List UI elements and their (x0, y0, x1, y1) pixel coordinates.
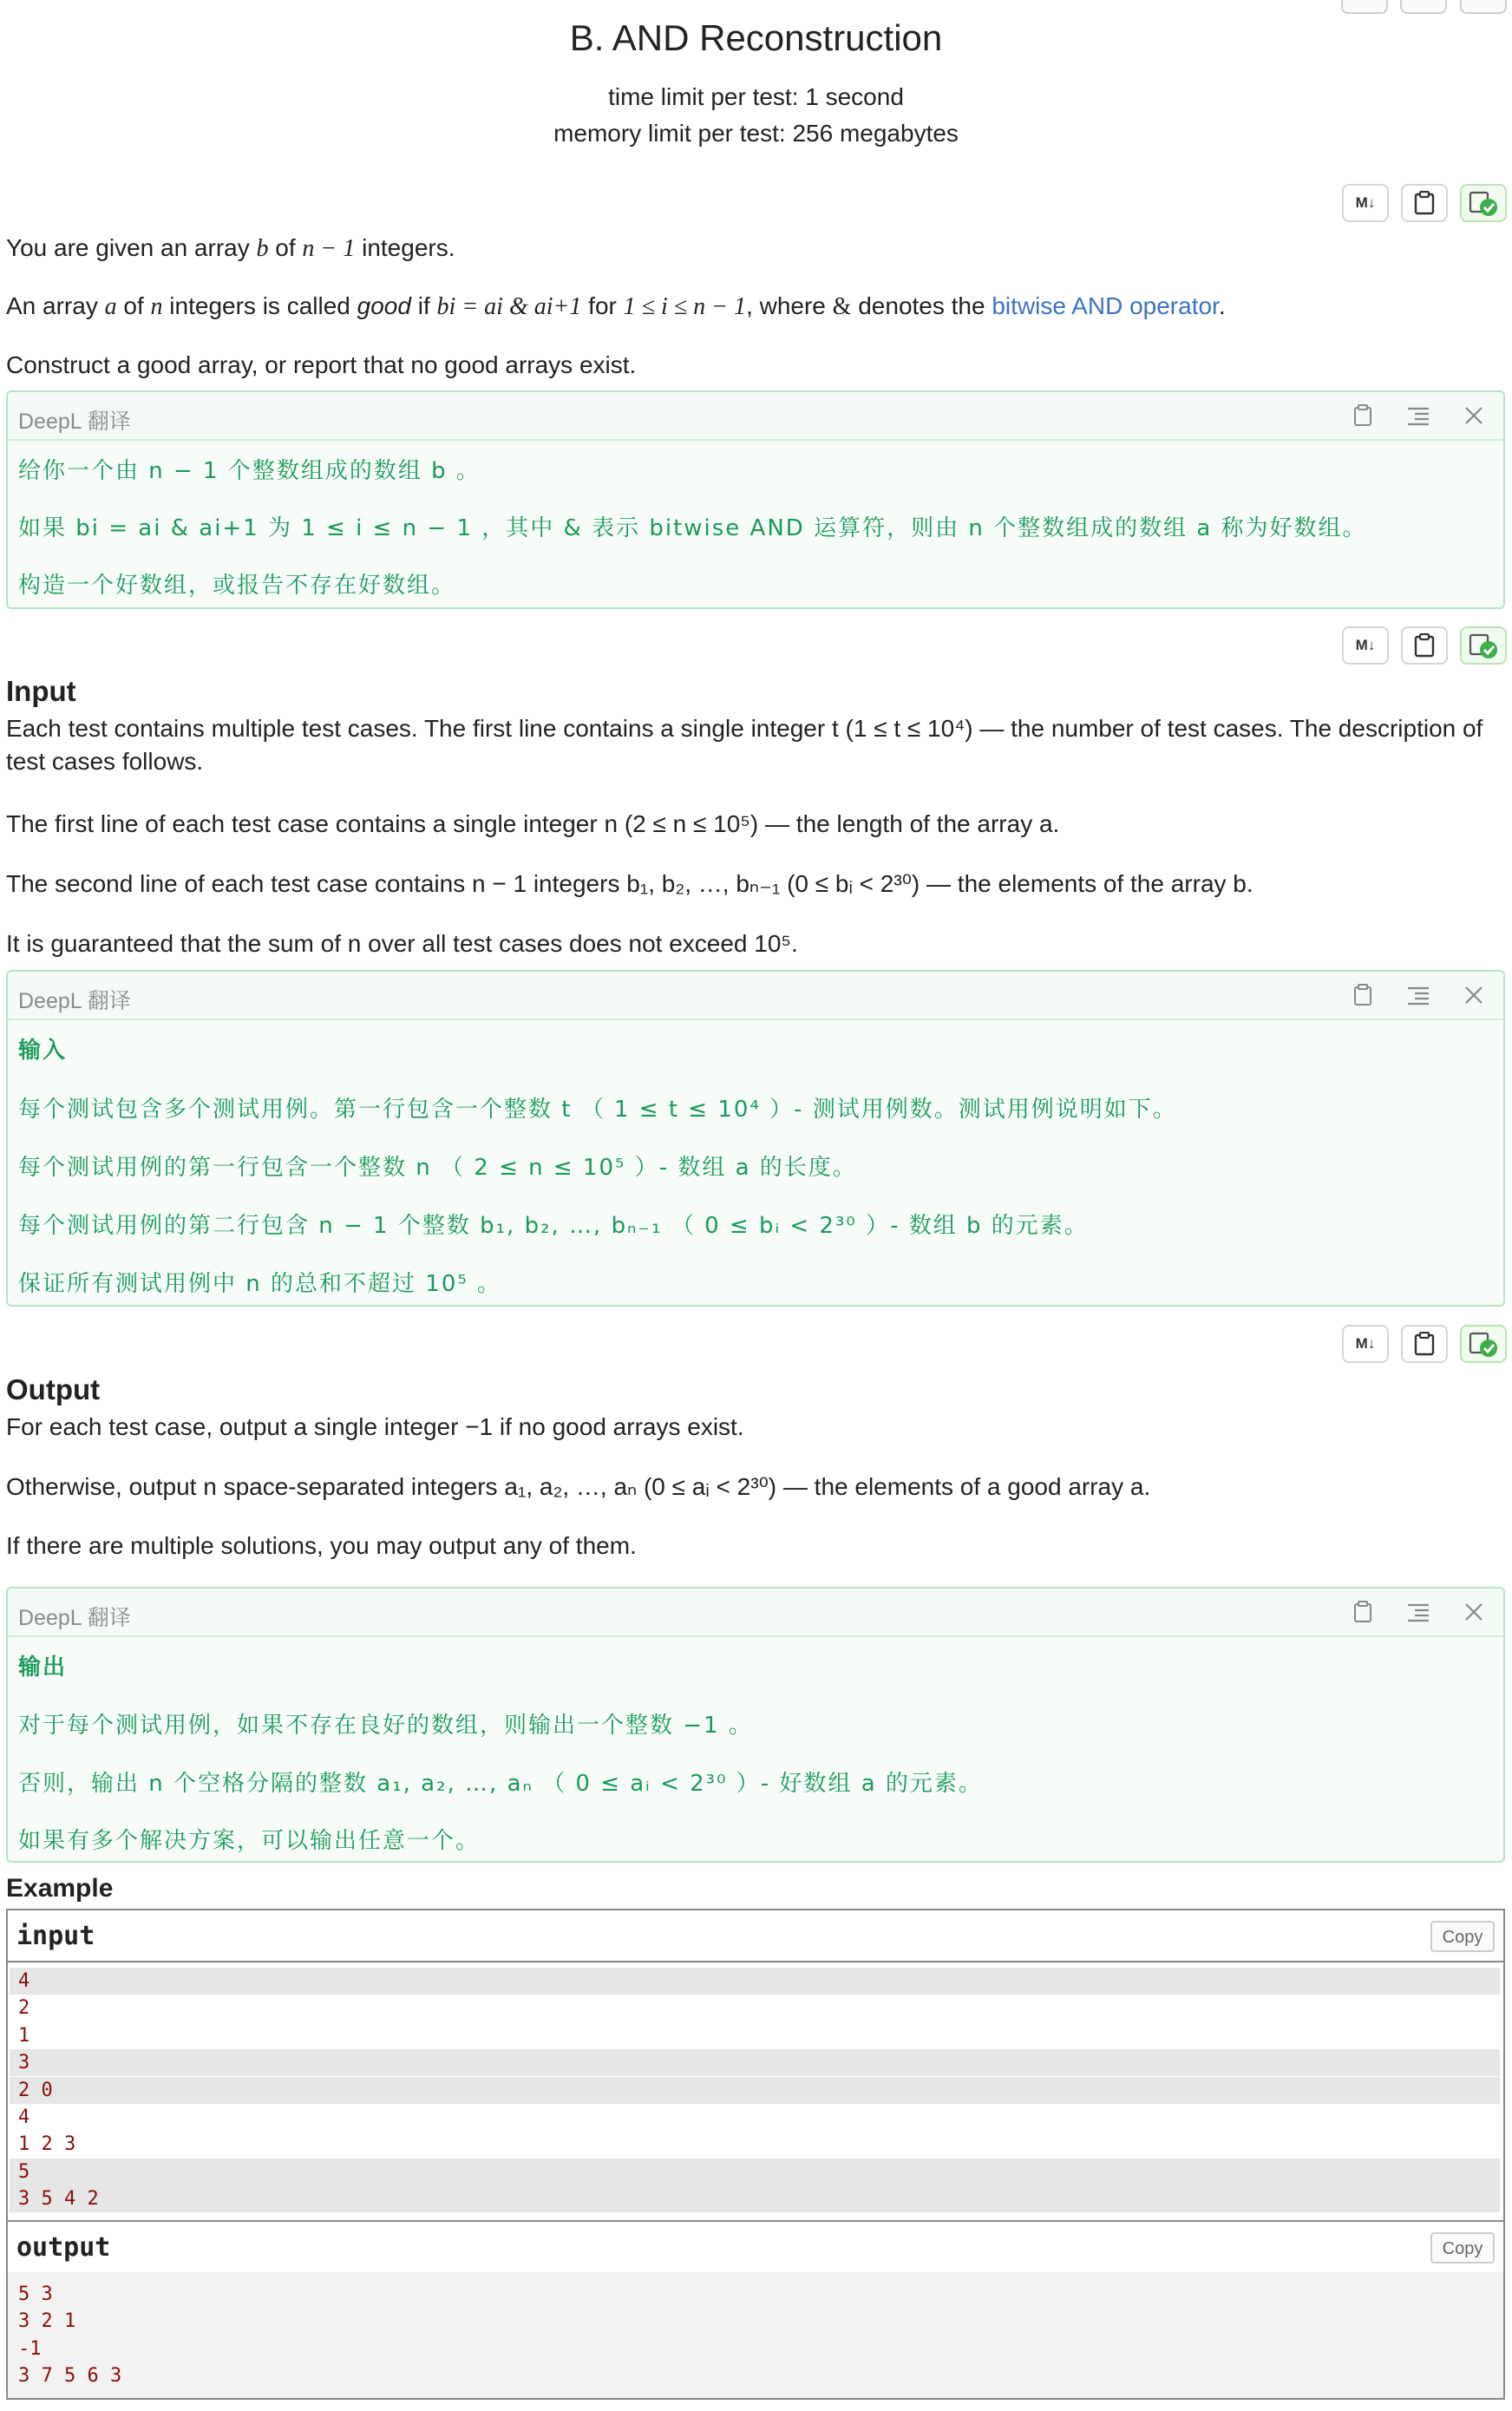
deepl-header (8, 972, 1503, 1020)
close-icon[interactable] (1458, 401, 1489, 430)
time-limit: time limit per test: 1 second (608, 83, 904, 110)
output-code-line: 5 3 (18, 2283, 53, 2305)
deepl-translation-panel (6, 970, 1505, 1307)
deepl-header (8, 392, 1503, 441)
input-code-line: 1 (18, 2024, 30, 2047)
deepl-heading: 输出 (18, 1654, 68, 1680)
input-label: input (16, 1921, 95, 1951)
text: if (410, 292, 437, 319)
deepl-line: 否则，输出 n 个空格分隔的整数 a₁, a₂, …, aₙ （ 0 ≤ aᵢ < 2³⁰ ）- 好数组 a 的元素。 (18, 1771, 983, 1797)
markdown-button[interactable] (1342, 626, 1389, 665)
text: integers is called (162, 292, 357, 319)
input-code-line: 4 (18, 2106, 30, 2128)
math: n (150, 293, 163, 320)
deepl-line: 构造一个好数组，或报告不存在好数组。 (18, 573, 456, 599)
input-code-line: 1 2 3 (18, 2133, 76, 2156)
clipboard-icon (1414, 633, 1435, 658)
output-paragraph-2: Otherwise, output n space-separated integers a₁, a₂, …, aₙ (0 ≤ aᵢ < 2³⁰) — the elements of a good array a. (6, 1473, 1151, 1500)
text: for (581, 292, 624, 319)
clipboard-icon[interactable] (1347, 980, 1378, 1010)
input-code-line: 2 (18, 1997, 30, 2020)
statement-paragraph-2 (6, 290, 1226, 324)
example-input-box (6, 1909, 1505, 2222)
markdown-icon: M↓ (1355, 637, 1376, 653)
markdown-icon: M↓ (1355, 1335, 1376, 1352)
deepl-label: DeepL 翻译 (18, 989, 131, 1013)
emphasis: good (357, 292, 411, 319)
memory-limit: memory limit per test: 256 megabytes (553, 120, 959, 147)
output-code-line: -1 (18, 2337, 42, 2360)
copy-statement-button[interactable] (1401, 184, 1448, 222)
text: An array (6, 292, 105, 319)
example-title: Example (6, 1874, 114, 1903)
markdown-button[interactable] (1342, 1325, 1389, 1363)
deepl-line: 如果有多个解决方案，可以输出任意一个。 (18, 1828, 481, 1854)
close-icon[interactable] (1458, 1597, 1489, 1627)
bitwise-and-link[interactable]: bitwise AND operator (992, 292, 1219, 319)
copy-statement-button[interactable] (1401, 1325, 1448, 1363)
clipboard-icon (1414, 191, 1435, 215)
output-label: output (16, 2232, 111, 2263)
example-input-header (8, 1910, 1503, 1962)
list-icon[interactable] (1403, 980, 1434, 1010)
output-paragraph-3: If there are multiple solutions, you may output any of them. (6, 1532, 637, 1559)
copy-input-button[interactable]: Copy (1430, 1921, 1495, 1952)
list-icon[interactable] (1403, 401, 1434, 430)
text: of (116, 292, 151, 319)
copy-output-button[interactable]: Copy (1430, 2232, 1495, 2264)
math: b (256, 235, 269, 262)
top-toolbar-button-stub[interactable] (1341, 0, 1388, 14)
list-icon[interactable] (1403, 1597, 1434, 1627)
math: n − 1 (302, 235, 356, 262)
input-code-line: 3 (10, 2049, 1500, 2076)
top-toolbar-button-stub[interactable] (1400, 0, 1447, 14)
math: 1 ≤ i ≤ n − 1 (623, 293, 747, 320)
input-code-line: 4 (10, 1968, 1500, 1995)
top-toolbar-button-stub[interactable] (1460, 0, 1507, 14)
deepl-translation-panel (6, 1587, 1505, 1863)
text: integers. (355, 234, 455, 261)
output-code-line: 3 7 5 6 3 (18, 2365, 122, 2388)
copy-statement-button[interactable] (1401, 626, 1448, 665)
math: a (104, 293, 117, 320)
text: denotes the (851, 292, 992, 319)
deepl-line: 对于每个测试用例，如果不存在良好的数组，则输出一个整数 −1 。 (18, 1713, 753, 1739)
deepl-line: 保证所有测试用例中 n 的总和不超过 10⁵ 。 (18, 1271, 502, 1297)
translate-button[interactable] (1460, 184, 1507, 222)
output-toolbar (1342, 1325, 1507, 1363)
text: You are given an array (6, 234, 257, 261)
output-paragraph-1: For each test case, output a single integer −1 if no good arrays exist. (6, 1413, 744, 1440)
deepl-line: 给你一个由 n − 1 个整数组成的数组 b 。 (18, 458, 481, 484)
deepl-line: 每个测试包含多个测试用例。第一行包含一个整数 t （ 1 ≤ t ≤ 10⁴ ）- 测试用例数。测试用例说明如下。 (18, 1097, 1177, 1123)
statement-toolbar (1342, 184, 1507, 222)
input-toolbar (1342, 626, 1507, 665)
markdown-icon: M↓ (1355, 194, 1376, 211)
output-section-title: Output (6, 1373, 101, 1405)
deepl-label: DeepL 翻译 (18, 1606, 131, 1630)
deepl-label: DeepL 翻译 (18, 409, 131, 434)
deepl-line: 每个测试用例的第二行包含 n − 1 个整数 b₁, b₂, …, bₙ₋₁ （ 0 ≤ bᵢ < 2³⁰ ）- 数组 b 的元素。 (18, 1213, 1089, 1239)
input-code-line: 2 0 (10, 2077, 1500, 2104)
deepl-translation-panel (6, 390, 1505, 609)
example-output-code (8, 2272, 1503, 2398)
input-section-title: Input (6, 675, 76, 707)
clipboard-icon[interactable] (1347, 1597, 1378, 1627)
deepl-header (8, 1589, 1503, 1637)
translate-button[interactable] (1460, 626, 1507, 665)
deepl-line: 每个测试用例的第一行包含一个整数 n （ 2 ≤ n ≤ 10⁵ ）- 数组 a 的长度。 (18, 1155, 857, 1181)
copied-check-icon (1468, 189, 1499, 217)
input-code-line: 3 5 4 2 (10, 2185, 1500, 2212)
input-paragraph-2: The first line of each test case contains a single integer n (2 ≤ n ≤ 10⁵) — the length of the array a. (6, 810, 1060, 837)
input-paragraph-3: The second line of each test case contains n − 1 integers b₁, b₂, …, bₙ₋₁ (0 ≤ bᵢ < 2³⁰) — the elements of the array b. (6, 870, 1253, 897)
statement-paragraph-3: Construct a good array, or report that no good arrays exist. (6, 351, 637, 378)
copied-check-icon (1468, 1330, 1499, 1358)
text: , where (746, 292, 833, 319)
problem-title: B. AND Reconstruction (569, 17, 943, 58)
math: bi = ai & ai+1 (436, 293, 582, 320)
markdown-button[interactable] (1342, 184, 1389, 222)
math: & (832, 293, 852, 320)
translate-button[interactable] (1460, 1325, 1507, 1363)
clipboard-icon[interactable] (1347, 401, 1378, 430)
close-icon[interactable] (1458, 980, 1489, 1010)
input-paragraph-1: Each test contains multiple test cases. The first line contains a single integer t (1 ≤ t ≤ 10⁴) — the number of test cases. The description of test cases follows. (6, 715, 1483, 775)
input-paragraph-4: It is guaranteed that the sum of n over all test cases does not exceed 10⁵. (6, 930, 798, 957)
statement-paragraph-1 (6, 232, 455, 265)
input-code-line: 5 (10, 2159, 1500, 2185)
text: of (268, 234, 303, 261)
text: . (1218, 292, 1226, 319)
example-output-header (8, 2222, 1503, 2274)
clipboard-icon (1414, 1332, 1435, 1356)
deepl-line: 如果 bi = ai & ai+1 为 1 ≤ i ≤ n − 1 ，其中 & 表示 bitwise AND 运算符，则由 n 个整数组成的数组 a 称为好数组。 (18, 515, 1367, 541)
example-output-box (6, 2220, 1505, 2400)
output-code-line: 3 2 1 (18, 2310, 76, 2333)
deepl-heading: 输入 (18, 1038, 68, 1064)
copied-check-icon (1468, 632, 1499, 659)
